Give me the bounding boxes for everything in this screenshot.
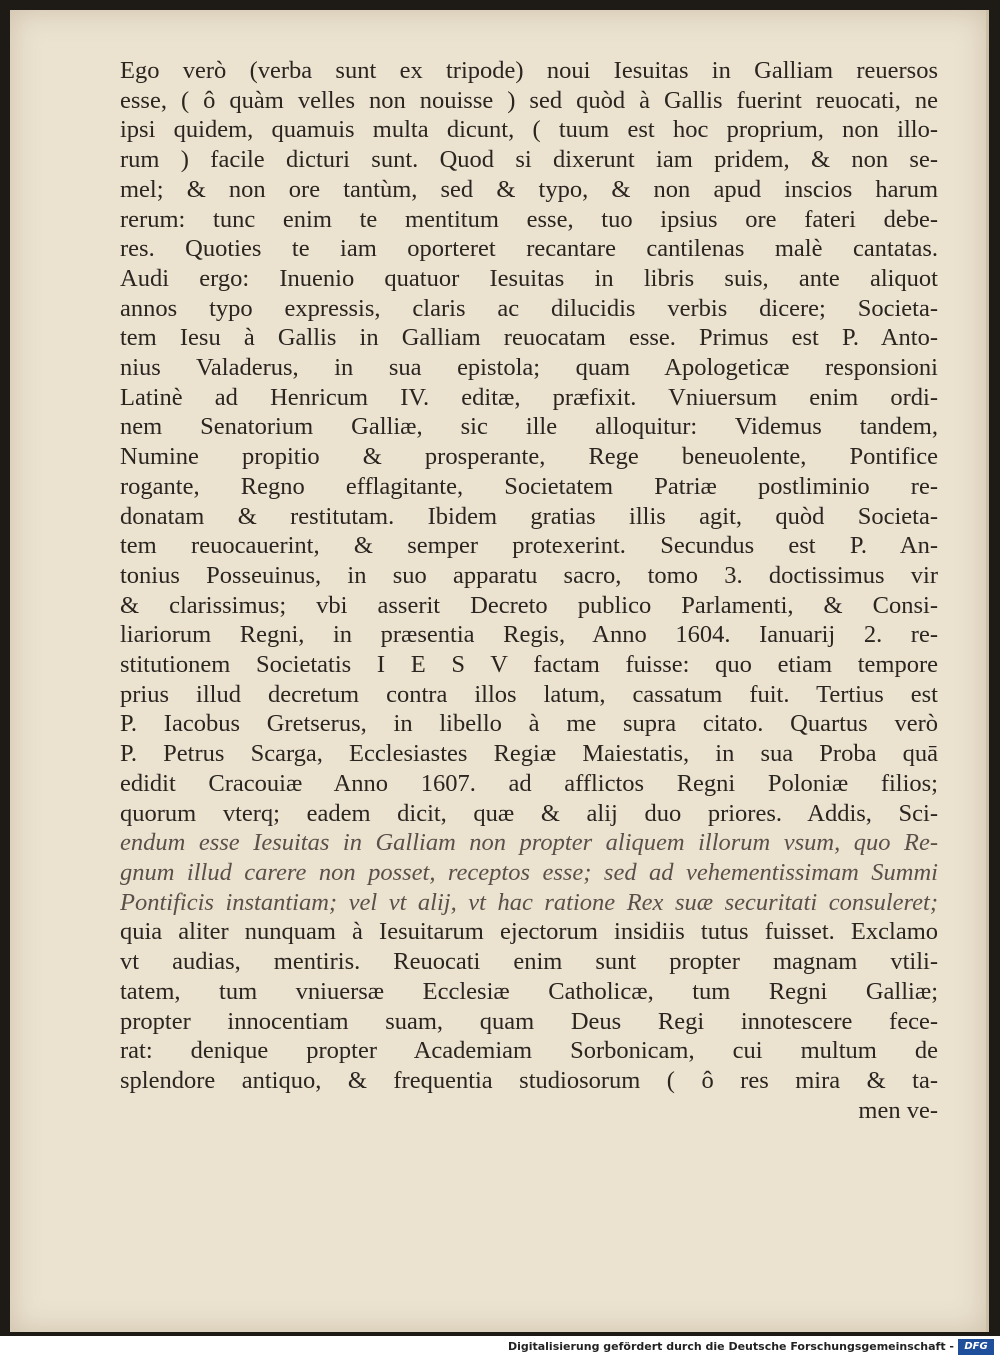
- text-line: mel; & non ore tantùm, sed & typo, & non apud inscios harum: [120, 175, 938, 203]
- catchword: men ve-: [858, 1096, 938, 1124]
- text-line: P. Iacobus Gretserus, in libello à me supra citato. Quartus verò: [120, 710, 938, 738]
- funding-credit: Digitalisierung gefördert durch die Deutsche Forschungsgemeinschaft -: [507, 1340, 954, 1353]
- text-line: nem Senatorium Galliæ, sic ille alloquitur: Videmus tandem,: [120, 413, 938, 441]
- text-line: Ego verò (verba sunt ex tripode) noui Iesuitas in Galliam reuersos: [120, 57, 938, 84]
- text-line: Latinè ad Henricum IV. editæ, præfixit. Vniuersum enim ordi-: [120, 383, 938, 411]
- text-line: tatem, tum vniuersæ Ecclesiæ Catholicæ, tum Regni Galliæ;: [120, 977, 938, 1005]
- text-line: vt audias, mentiris. Reuocati enim sunt propter magnam vtili-: [120, 948, 938, 976]
- text-line: esse, ( ô quàm velles non nouisse ) sed quòd à Gallis fuerint reuocati, ne: [120, 86, 938, 114]
- text-line: annos typo expressis, claris ac dilucidis verbis dicere; Societa-: [120, 294, 938, 322]
- text-line: rum ) facile dicturi sunt. Quod si dixerunt iam pridem, & non se-: [120, 146, 938, 174]
- text-line: Numine propitio & prosperante, Rege beneuolente, Pontifice: [120, 443, 938, 471]
- text-line: P. Petrus Scarga, Ecclesiastes Regiæ Maiestatis, in sua Proba quā: [120, 740, 938, 768]
- text-line: nius Valaderus, in sua epistola; quam Apologeticæ responsioni: [120, 354, 938, 382]
- text-line: & clarissimus; vbi asserit Decreto publico Parlamenti, & Consi-: [120, 591, 938, 619]
- text-line: tem reuocauerint, & semper protexerint. Secundus est P. An-: [120, 532, 938, 560]
- footer-bar: [0, 1336, 1000, 1359]
- italic-quote-line: Pontificis instantiam; vel vt alij, vt hac ratione Rex suæ securitati consuleret;: [120, 888, 938, 916]
- text-line: stitutionem Societatis I E S V factam fuisse: quo etiam tempore: [120, 651, 938, 679]
- text-line: propter innocentiam suam, quam Deus Regi innotescere fece-: [120, 1007, 938, 1035]
- text-line: donatam & restitutam. Ibidem gratias illis agit, quòd Societa-: [120, 502, 938, 530]
- latin-text-block: [120, 56, 938, 1125]
- text-line: rerum: tunc enim te mentitum esse, tuo ipsius ore fateri debe-: [120, 205, 938, 233]
- book-page: [10, 10, 989, 1332]
- dfg-logo: DFG: [958, 1339, 994, 1355]
- text-line: rogante, Regno efflagitante, Societatem Patriæ postliminio re-: [120, 472, 938, 500]
- text-line: rat: denique propter Academiam Sorbonicam, cui multum de: [120, 1037, 938, 1065]
- text-line: Audi ergo: Inuenio quatuor Iesuitas in libris suis, ante aliquot: [120, 264, 938, 292]
- text-line: liariorum Regni, in præsentia Regis, Anno 1604. Ianuarij 2. re-: [120, 621, 938, 649]
- text-line: res. Quoties te iam oporteret recantare cantilenas malè cantatas.: [120, 235, 938, 263]
- italic-quote-line: gnum illud carere non posset, receptos esse; sed ad vehementissimam Summi: [120, 858, 938, 886]
- text-line: prius illud decretum contra illos latum, cassatum fuit. Tertius est: [120, 680, 938, 708]
- text-line: quorum vterq; eadem dicit, quæ & alij duo priores. Addis, Sci-: [120, 799, 938, 827]
- text-line: quia aliter nunquam à Iesuitarum ejectorum insidiis tutus fuisset. Exclamo: [120, 918, 938, 946]
- text-line: ipsi quidem, quamuis multa dicunt, ( tuum est hoc proprium, non illo-: [120, 116, 938, 144]
- text-line: edidit Cracouiæ Anno 1607. ad afflictos Regni Poloniæ filios;: [120, 769, 938, 797]
- text-line: tem Iesu à Gallis in Galliam reuocatam esse. Primus est P. Anto-: [120, 324, 938, 352]
- text-line: splendore antiquo, & frequentia studiosorum ( ô res mira & ta-: [120, 1066, 938, 1094]
- text-line: tonius Posseuinus, in suo apparatu sacro, tomo 3. doctissimus vir: [120, 561, 938, 589]
- italic-quote-line: endum esse Iesuitas in Galliam non propter aliquem illorum vsum, quo Re-: [120, 829, 938, 857]
